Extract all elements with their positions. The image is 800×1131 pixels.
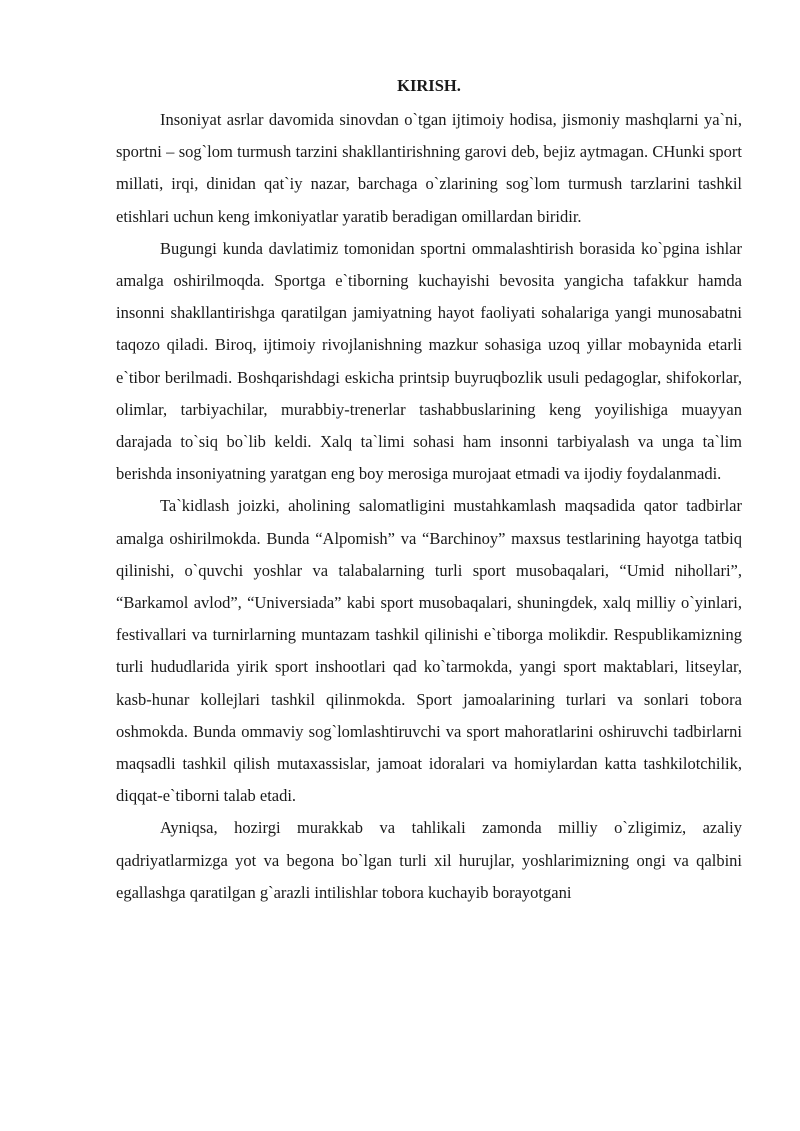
- document-title: KIRISH.: [397, 76, 461, 95]
- paragraph-1: Insoniyat asrlar davomida sinovdan o`tgan ijtimoiy hodisa, jismoniy mashqlarni ya`ni, sportni – sog`lom turmush tarzini shakllantirishning garovi deb, bejiz aytmagan. CHunki sport millati, irqi, dinidan qat`iy nazar, barchaga o`zlarining sog`lom turmush tarzlarini tashkil etishlari uchun keng imkoniyatlar yaratib beradigan omillardan biridir.: [116, 110, 742, 226]
- document-page: [116, 70, 742, 909]
- paragraph-4: Ayniqsa, hozirgi murakkab va tahlikali zamonda milliy o`zligimiz, azaliy qadriyatlarmizga yot va begona bo`lgan turli xil hurujlar, yoshlarimizning ongi va qalbini egallashga qaratilgan g`arazli intilishlar tobora kuchayib borayotgani: [116, 818, 742, 902]
- paragraph-2: Bugungi kunda davlatimiz tomonidan sportni ommalashtirish borasida ko`pgina ishlar amalga oshirilmoqda. Sportga e`tiborning kuchayishi bevosita yangicha tafakkur hamda insonni shakllantirishga qaratilgan jamiyatning hayot faoliyati sohalariga yangi munosabatni taqozo qiladi. Biroq, ijtimoiy rivojlanishning mazkur sohasiga uzoq yillar mobaynida etarli e`tibor berilmadi. Boshqarishdagi eskicha printsip buyruqbozlik usuli pedagoglar, shifokorlar, olimlar, tarbiyachilar, murabbiy-trenerlar tashabbuslarining keng yoyilishiga muayyan darajada to`siq bo`lib keldi. Xalq ta`limi sohasi ham insonni tarbiyalash va unga ta`lim berishda insoniyatning yaratgan eng boy merosiga murojaat etmadi va ijodiy foydalanmadi.: [116, 238, 742, 484]
- paragraph-3: Ta`kidlash joizki, aholining salomatligini mustahkamlash maqsadida qator tadbirlar amalga oshirilmokda. Bunda “Alpomish” va “Barchinoy” maxsus testlarining hayotga tatbiq qilinishi, o`quvchi yoshlar va talabalarning turli sport musobaqalari, “Umid nihollari”, “Barkamol avlod”, “Universiada” kabi sport musobaqalari, shuningdek, xalq milliy o`yinlari, festivallari va turnirlarning muntazam tashkil qilinishi e`tiborga molikdir. Respublikamizning turli hududlarida yirik sport inshootlari qad ko`tarmokda, yangi sport maktablari, litseylar, kasb-hunar kollejlari tashkil qilinmokda. Sport jamoalarining turlari va sonlari tobora oshmokda. Bunda ommaviy sog`lomlashtiruvchi va sport mahoratlarini oshiruvchi tadbirlarni maqsadli tashkil qilish mutaxassislar, jamoat idoralari va homiylardan katta tashkilotchilik, diqqat-e`tiborni talab etadi.: [116, 496, 742, 806]
